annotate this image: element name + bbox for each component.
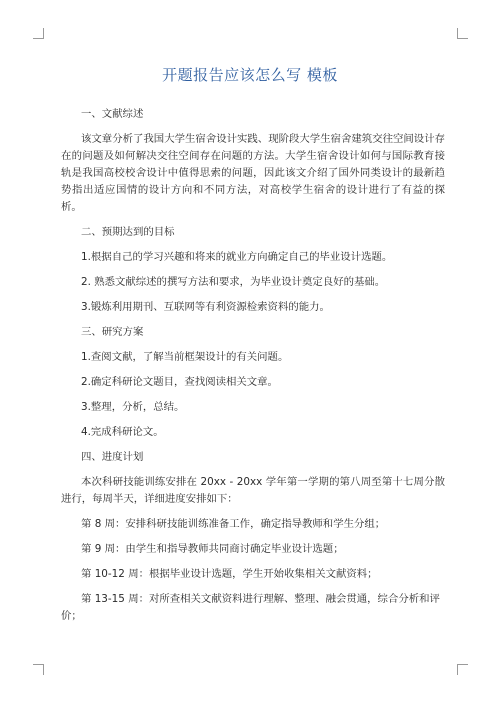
plan-item: 4.完成科研论文。 — [81, 426, 164, 438]
section-heading-plan: 三、研究方案 — [81, 326, 144, 338]
plan-item: 1.查阅文献，了解当前框架设计的有关问题。 — [81, 351, 289, 363]
crop-mark-top-left — [33, 28, 44, 39]
crop-mark-bottom-left — [33, 664, 44, 675]
section-heading-goals: 二、预期达到的目标 — [81, 226, 175, 238]
section-heading-schedule: 四、进度计划 — [81, 451, 144, 463]
schedule-item: 第 8 周：安排科研技能训练准备工作，确定指导教师和学生分组； — [81, 518, 386, 530]
plan-item: 3.整理，分析，总结。 — [81, 401, 185, 413]
goal-item: 3.锻炼利用期刊、互联网等有利资源检索资料的能力。 — [81, 301, 330, 313]
literature-paragraph: 该文章分析了我国大学生宿舍设计实践、现阶段大学生宿舍建筑交往空间设计存在的问题及如何解决交往空间存在问题的方法。大学生宿舍设计如何与国际教育接轨是我国高校校舍设计中值得思索的问题，因此该文介绍了国外同类设计的最新趋势指出适应国情的设计方向和不同方法，对高校学生宿舍的设计进行了有益的探析。 — [61, 133, 445, 213]
schedule-intro: 本次科研技能训练安排在 20xx - 20xx 学年第一学期的第八周至第十七周分散进行，每周半天，详细进度安排如下： — [61, 476, 445, 505]
goal-item: 1.根据自己的学习兴趣和将来的就业方向确定自己的毕业设计选题。 — [81, 251, 393, 263]
document-title: 开题报告应该怎么写 模板 — [162, 66, 338, 84]
schedule-item: 第 13-15 周：对所查相关文献资料进行理解、整理、融会贯通，综合分析和评价； — [61, 593, 440, 622]
crop-mark-bottom-right — [457, 664, 468, 675]
plan-item: 2.确定科研论文题目，查找阅读相关文章。 — [81, 376, 278, 388]
schedule-item: 第 10-12 周：根据毕业设计选题，学生开始收集相关文献资料； — [81, 568, 378, 580]
goal-item: 2. 熟悉文献综述的撰写方法和要求，为毕业设计奠定良好的基础。 — [81, 276, 386, 288]
document-body — [61, 106, 445, 633]
schedule-item: 第 9 周：由学生和指导教师共同商讨确定毕业设计选题； — [81, 543, 344, 555]
section-heading-literature: 一、文献综述 — [81, 108, 144, 120]
crop-mark-top-right — [457, 28, 468, 39]
